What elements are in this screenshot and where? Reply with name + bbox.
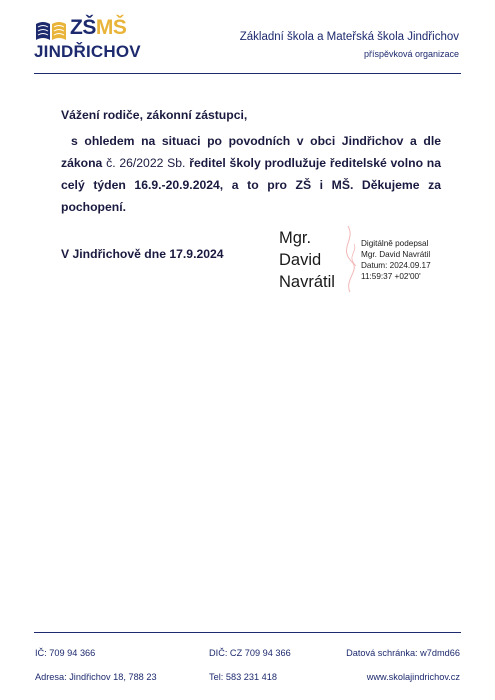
digital-signature-details	[361, 238, 431, 282]
paragraph-end: ředitel školy prodlužuje ředitelské volno na celý týden 16.9.-20.9.2024, a to pro ZŠ i MŠ. Děkujeme za pochopení.	[61, 156, 441, 214]
header-divider	[34, 73, 461, 74]
school-name: Základní škola a Mateřská škola Jindřichov	[239, 31, 459, 43]
footer-divider	[34, 632, 461, 633]
letterhead	[0, 0, 495, 80]
footer-ico: IČ: 709 94 366	[35, 648, 96, 658]
letter-greeting: Vážení rodiče, zákonní zástupci,	[61, 108, 248, 122]
letter-paragraph	[61, 130, 441, 218]
logo-zs: ZŠ	[70, 16, 96, 39]
letter-body	[61, 104, 441, 218]
signature-detail-line: Digitálně podepsal	[361, 239, 429, 248]
signature-detail-line: 11:59:37 +02'00'	[361, 272, 421, 281]
footer-website[interactable]: www.skolajindrichov.cz	[366, 672, 460, 682]
signature-detail-line: Datum: 2024.09.17	[361, 261, 431, 270]
law-reference: č. 26/2022 Sb.	[106, 156, 186, 170]
signature-detail-line: Mgr. David Navrátil	[361, 250, 431, 259]
paragraph-start: s ohledem na situaci po povodních v obci Jindřichov a dle zákona	[61, 134, 441, 170]
footer-dic: DIČ: CZ 709 94 366	[209, 648, 291, 658]
footer-phone: Tel: 583 231 418	[209, 672, 277, 682]
school-logo	[34, 14, 141, 64]
school-subtitle: příspěvková organizace	[363, 49, 459, 59]
footer-data-box: Datová schránka: w7dmd66	[346, 648, 460, 658]
signer-last-name: Navrátil	[279, 273, 335, 291]
footer-address: Adresa: Jindřichov 18, 788 23	[35, 672, 157, 682]
logo-wordmark	[70, 16, 126, 40]
signer-title: Mgr.	[279, 229, 312, 247]
logo-town: JINDŘICHOV	[34, 42, 141, 61]
logo-ms: MŠ	[95, 16, 127, 39]
place-and-date: V Jindřichově dne 17.9.2024	[61, 247, 224, 261]
signer-first-name: David	[279, 251, 322, 269]
open-book-icon	[34, 18, 68, 42]
